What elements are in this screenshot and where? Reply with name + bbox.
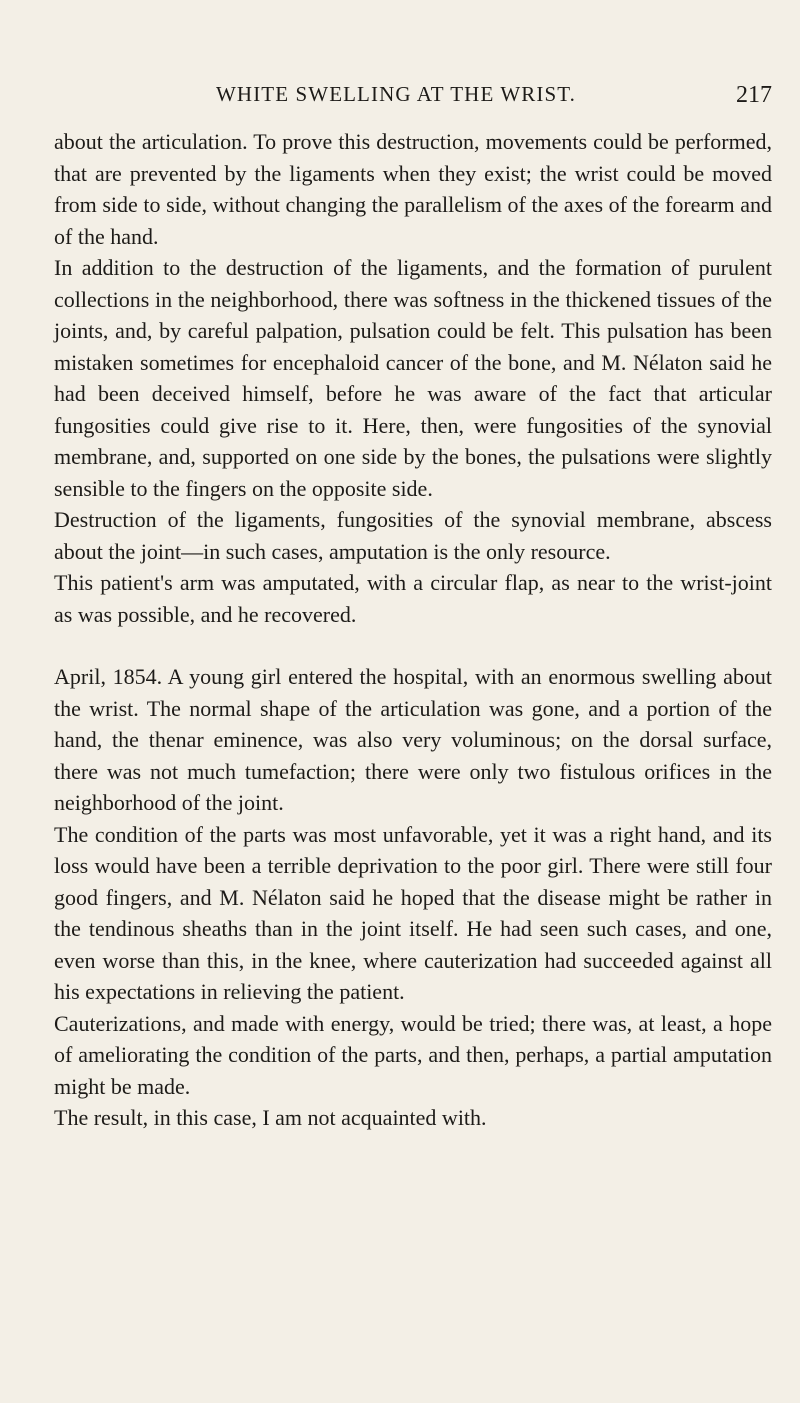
body-text xyxy=(54,126,772,1134)
paragraph-4: This patient's arm was amputated, with a circular flap, as near to the wrist-joint as was possible, and he recovered. xyxy=(54,570,772,627)
paragraph-2: In addition to the destruction of the ligaments, and the formation of purulent collections in the neighborhood, there was softness in the thickened tissues of the joints, and, by careful palpation, pulsation could be felt. This pulsation has been mistaken sometimes for encephaloid cancer of the bone, and M. Nélaton said he had been deceived himself, before he was aware of the fact that articular fungosities could give rise to it. Here, then, were fungosities of the synovial membrane, and, supported on one side by the bones, the pulsations were slightly sensible to the fingers on the opposite side. xyxy=(54,255,772,501)
page-number: 217 xyxy=(736,82,772,108)
paragraph-1: about the articulation. To prove this destruction, movements could be performed, that are prevented by the ligaments when they exist; the wrist could be moved from side to side, without changing the parallelism of the axes of the forearm and of the hand. xyxy=(54,129,772,249)
paragraph-6: The condition of the parts was most unfavorable, yet it was a right hand, and its loss would have been a terrible deprivation to the poor girl. There were still four good fingers, and M. Nélaton said he hoped that the disease might be rather in the tendinous sheaths than in the joint itself. He had seen such cases, and one, even worse than this, in the knee, where cauterization had succeeded against all his expectations in relieving the patient. xyxy=(54,821,772,1004)
paragraph-5: April, 1854. A young girl entered the hospital, with an enormous swelling about the wrist. The normal shape of the articulation was gone, and a portion of the hand, the thenar eminence, was also very voluminous; on the dorsal surface, there was not much tumefaction; there were only two fistulous orifices in the neighborhood of the joint. xyxy=(54,664,772,815)
running-head xyxy=(54,82,772,112)
running-title: WHITE SWELLING AT THE WRIST. xyxy=(216,82,576,106)
paragraph-7: Cauterizations, and made with energy, would be tried; there was, at least, a hope of ameliorating the condition of the parts, and then, perhaps, a partial amputation might be made. xyxy=(54,1010,772,1099)
paragraph-3: Destruction of the ligaments, fungosities of the synovial membrane, abscess about the joint—in such cases, amputation is the only resource. xyxy=(54,507,772,564)
paragraph-8: The result, in this case, I am not acquainted with. xyxy=(54,1105,487,1130)
